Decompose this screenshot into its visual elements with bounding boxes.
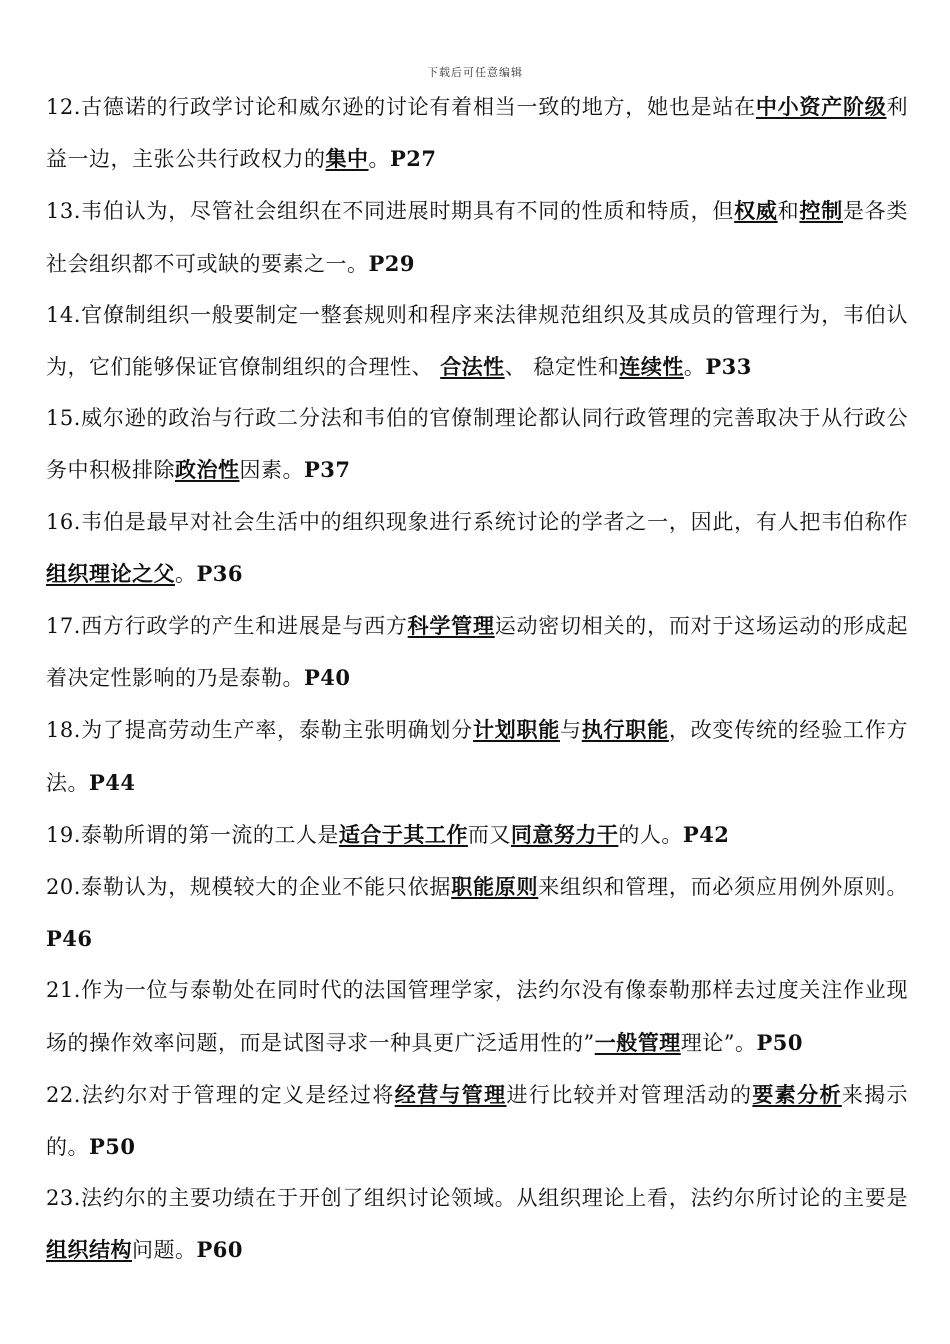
answer-keyword: 经营与管理 <box>394 1081 507 1107</box>
question-item <box>46 600 908 704</box>
question-text: 17.西方行政学的产生和进展是与西方 <box>46 614 408 639</box>
page-reference: P33 <box>705 354 752 380</box>
answer-keyword: 同意努力干 <box>510 821 619 847</box>
question-text: 、 稳定性和 <box>504 355 620 380</box>
answer-keyword: 职能原则 <box>451 874 539 900</box>
question-text: 理论”。 <box>680 1030 757 1055</box>
answer-keyword: 适合于其工作 <box>338 821 468 847</box>
question-text: ，改变传统的经验工作方法。 <box>46 718 908 795</box>
page-reference: P60 <box>196 1237 244 1263</box>
page-reference: P27 <box>390 146 437 172</box>
question-text: 13.韦伯认为，尽管社会组织在不同进展时期具有不同的性质和特质，但 <box>46 199 735 224</box>
page-reference: P44 <box>89 769 136 795</box>
answer-keyword: 合法性 <box>440 354 505 380</box>
question-text: 18.为了提高劳动生产率，泰勒主张明确划分 <box>46 718 473 743</box>
question-text: 12.古德诺的行政学讨论和威尔逊的讨论有着相当一致的地方，她也是站在 <box>46 95 756 119</box>
question-text: 因素。 <box>239 458 304 483</box>
question-text: 来揭示的。 <box>46 1082 909 1160</box>
page-reference: P50 <box>756 1029 803 1055</box>
question-item <box>46 861 908 965</box>
question-text: 20.泰勒认为，规模较大的企业不能只依据 <box>46 875 452 900</box>
question-item <box>46 965 908 1068</box>
page-reference: P29 <box>368 250 416 276</box>
answer-keyword: 控制 <box>799 198 843 224</box>
question-text: 15.威尔逊的政治与行政二分法和韦伯的官僚制理论都认同行政管理的完善取决于从行政公务中积极排除 <box>46 406 908 483</box>
question-item <box>46 185 908 289</box>
question-item <box>46 704 908 808</box>
question-item <box>46 497 908 600</box>
question-text: 进行比较并对管理活动的 <box>506 1082 753 1107</box>
question-item <box>46 393 908 496</box>
answer-keyword: 政治性 <box>175 457 240 483</box>
question-text: 是各类社会组织都不可或缺的要素之一。 <box>46 199 908 276</box>
question-text: 与 <box>560 718 582 743</box>
question-text: 23.法约尔的主要功绩在于开创了组织讨论领域。从组织理论上看，法约尔所讨论的主要是 <box>46 1186 908 1211</box>
answer-keyword: 一般管理 <box>594 1029 681 1055</box>
answer-keyword: 中小资产阶级 <box>755 94 887 119</box>
page-reference: P36 <box>196 560 244 586</box>
page-reference: P46 <box>46 926 93 952</box>
question-text: 而又 <box>467 822 511 847</box>
question-text: 。 <box>683 355 706 380</box>
question-text: 19.泰勒所谓的第一流的工人是 <box>46 822 339 847</box>
question-text: 运动密切相关的，而对于这场运动的形成起着决定性影响的乃是泰勒。 <box>46 614 908 691</box>
page-header: 下载后可任意编辑 <box>427 66 523 79</box>
answer-keyword: 组织理论之父 <box>46 560 175 586</box>
answer-keyword: 科学管理 <box>407 613 495 639</box>
answer-keyword: 集中 <box>325 146 369 172</box>
page-reference: P42 <box>682 821 730 847</box>
question-item <box>46 1173 908 1276</box>
answer-keyword: 要素分析 <box>752 1081 842 1107</box>
question-text: 。 <box>368 147 390 172</box>
question-text: 的人。 <box>618 822 683 847</box>
question-text: 16.韦伯是最早对社会生活中的组织现象进行系统讨论的学者之一，因此，有人把韦伯称作 <box>46 509 908 534</box>
question-text: 问题。 <box>132 1238 197 1263</box>
question-item <box>46 1069 908 1173</box>
question-text: 和 <box>777 199 800 224</box>
question-item <box>46 290 908 393</box>
question-item <box>46 809 908 861</box>
page-reference: P40 <box>304 665 351 691</box>
answer-keyword: 执行职能 <box>581 717 669 743</box>
answer-keyword: 权威 <box>734 198 778 224</box>
page-reference: P37 <box>304 457 351 483</box>
question-text: 14.官僚制组织一般要制定一整套规则和程序来法律规范组织及其成员的管理行为，韦伯认为，它们能够保证官僚制组织的合理性、 <box>46 302 908 380</box>
question-text: 22.法约尔对于管理的定义是经过将 <box>46 1082 395 1107</box>
question-text: 21.作为一位与泰勒处在同时代的法国管理学家，法约尔没有像泰勒那样去过度关注作业现场的操作效率问题，而是试图寻求一种具更广泛适用性的” <box>46 978 908 1055</box>
question-item <box>46 81 908 185</box>
question-text: 来组织和管理，而必须应用例外原则。 <box>538 875 908 900</box>
question-text: 利益一边，主张公共行政权力的 <box>46 95 908 172</box>
answer-keyword: 计划职能 <box>472 717 561 743</box>
question-list <box>46 81 908 1277</box>
answer-keyword: 组织结构 <box>46 1237 132 1263</box>
answer-keyword: 连续性 <box>619 354 684 380</box>
question-text: 。 <box>175 561 197 586</box>
page-reference: P50 <box>89 1134 136 1160</box>
